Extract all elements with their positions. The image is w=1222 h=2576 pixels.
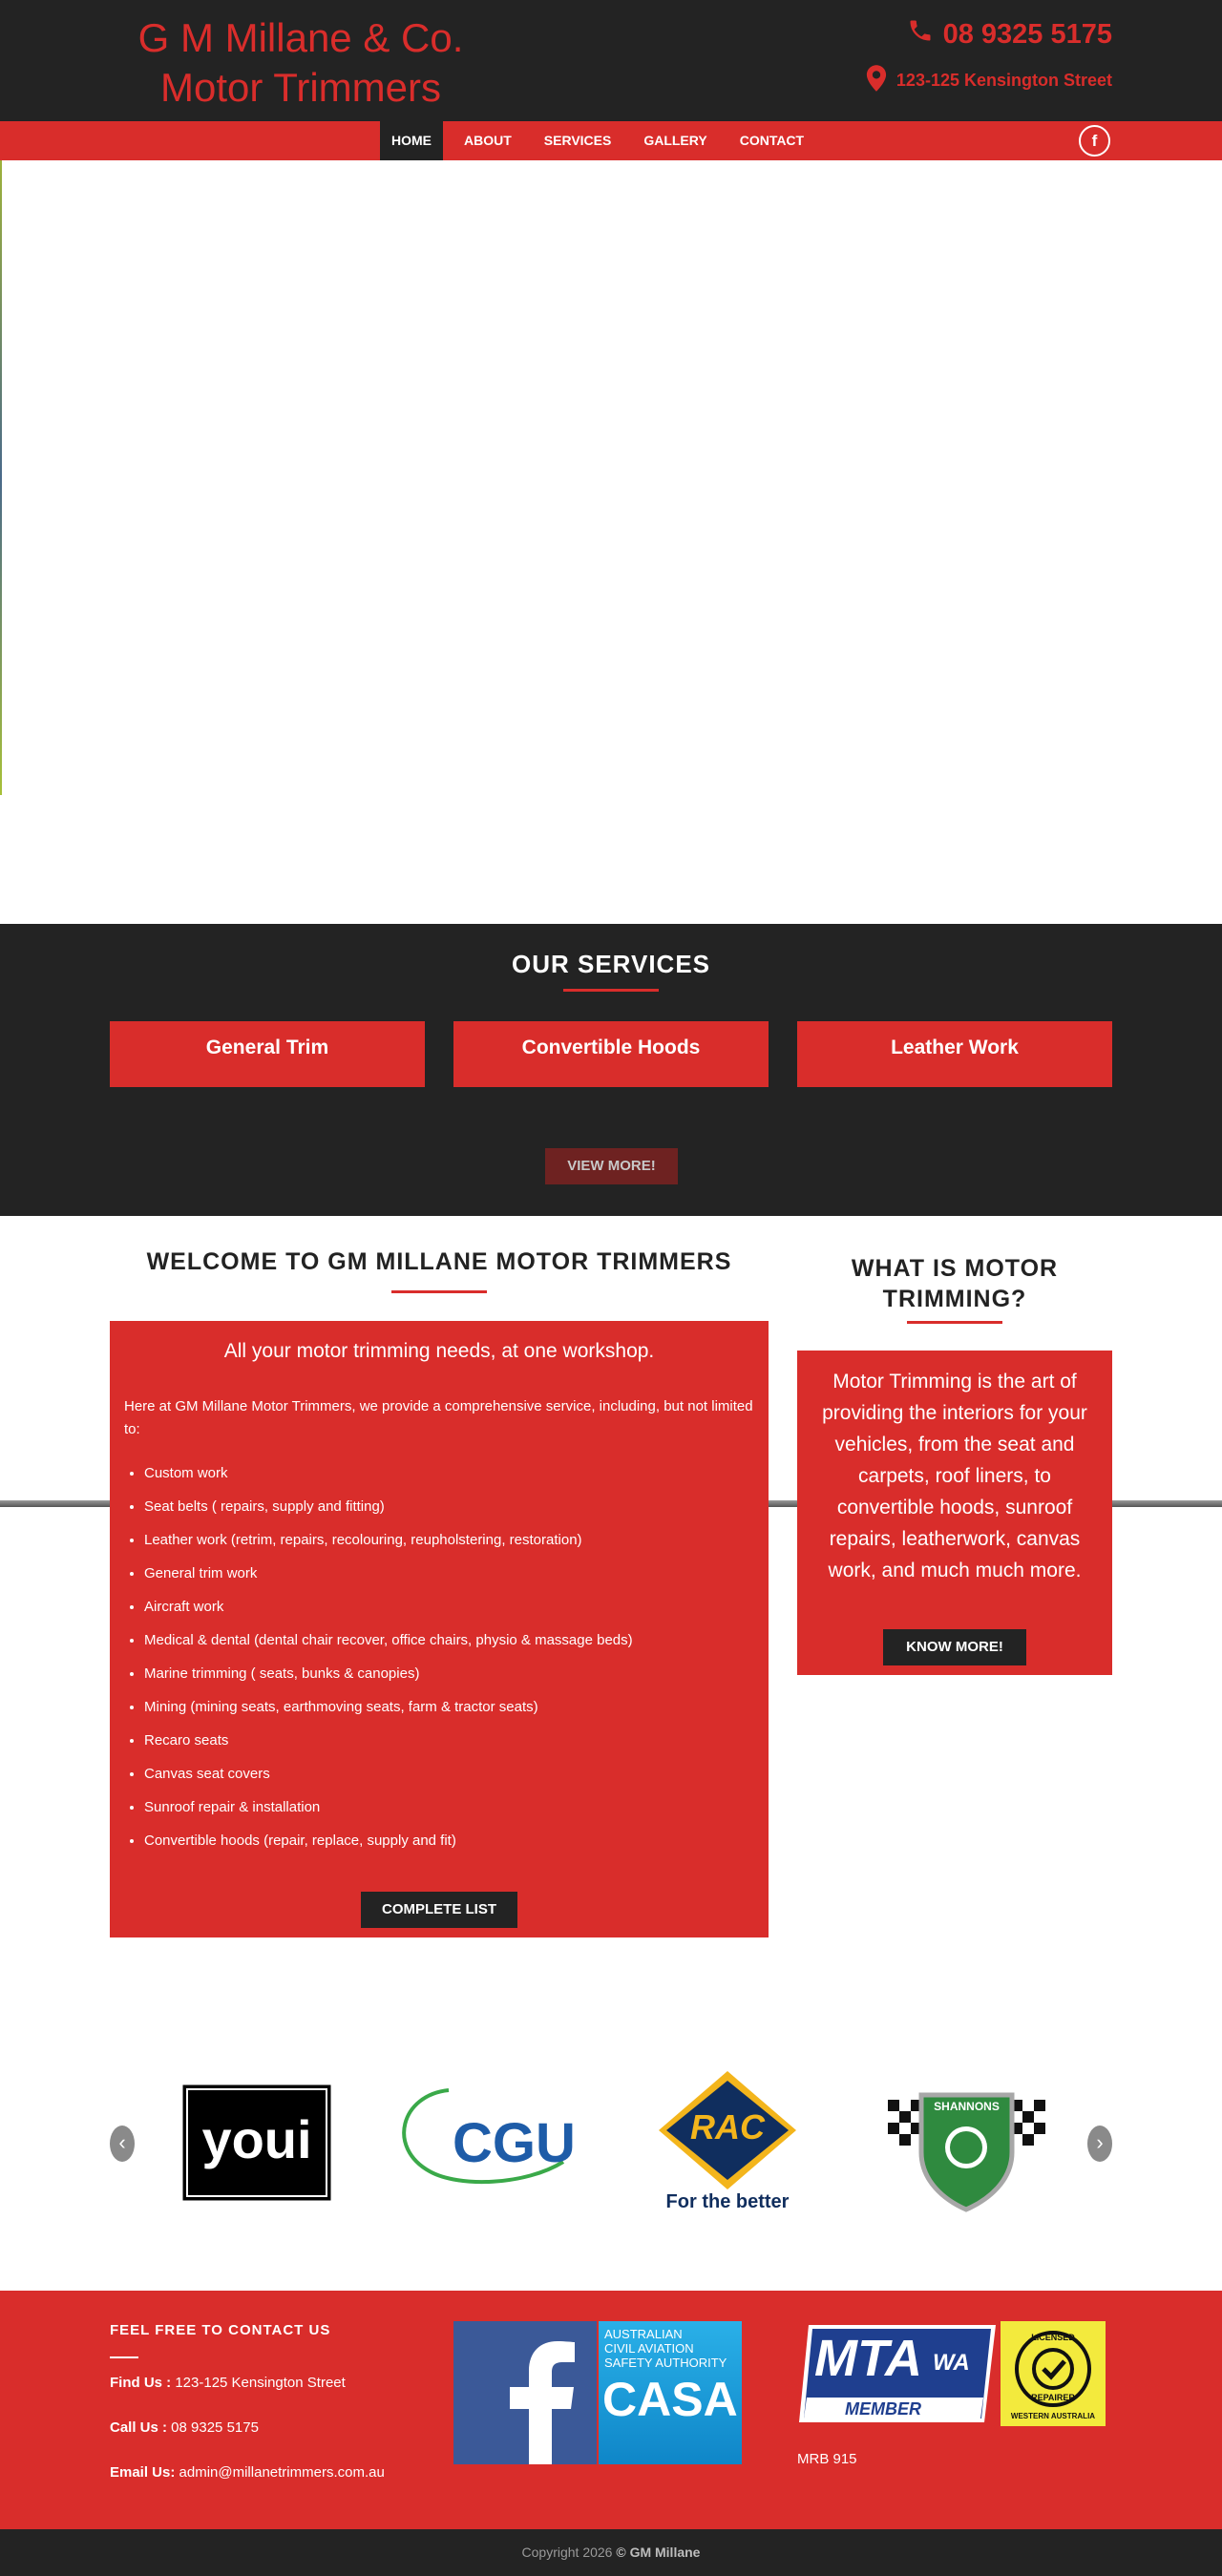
nav-item-services[interactable]: SERVICES	[543, 133, 612, 148]
footer-email-us[interactable]	[110, 2464, 385, 2481]
facebook-badge[interactable]	[453, 2321, 597, 2464]
youi-logo-text: youi	[201, 2109, 312, 2169]
list-item: • Mining (mining seats, earthmoving seats, farm & tractor seats)	[144, 1696, 755, 1729]
rac-tagline: For the better	[665, 2191, 790, 2212]
list-item: • Marine trimming ( seats, bunks & canopies)	[144, 1663, 755, 1696]
list-item: • General trim work	[144, 1562, 755, 1596]
footer-call-us[interactable]	[110, 2419, 259, 2436]
carousel-prev-button[interactable]: ‹	[110, 2126, 135, 2162]
footer-find-value: 123-125 Kensington Street	[171, 2375, 346, 2391]
what-is-title-underline	[907, 1321, 1002, 1324]
casa-line-1: AUSTRALIAN	[604, 2327, 683, 2341]
service-convertible-hoods[interactable]: Convertible Hoods	[453, 1021, 769, 1087]
shannons-logo[interactable]	[883, 2071, 1050, 2214]
service-general-trim[interactable]: General Trim	[110, 1021, 425, 1087]
list-item: • Custom work	[144, 1462, 755, 1496]
facebook-icon	[453, 2321, 597, 2464]
list-item: • Recaro seats	[144, 1729, 755, 1763]
nav-item-contact[interactable]: CONTACT	[739, 133, 805, 148]
list-item: • Medical & dental (dental chair recover, office chairs, physio & massage beds)	[144, 1629, 755, 1663]
mta-main-text: MTA	[814, 2330, 922, 2387]
header-phone[interactable]	[866, 17, 1112, 52]
hero-slider	[0, 160, 1222, 924]
nav-items	[380, 121, 825, 160]
youi-logo[interactable]	[182, 2071, 331, 2214]
divider-band-left	[0, 1500, 110, 1507]
list-item: • Convertible hoods (repair, replace, supply and fit)	[144, 1830, 755, 1863]
mta-logo[interactable]	[797, 2321, 998, 2426]
rac-logo[interactable]	[651, 2071, 804, 2214]
hero-image-edge	[0, 160, 2, 795]
cgu-logo-text: CGU	[453, 2112, 576, 2174]
casa-big-text: CASA	[602, 2373, 738, 2426]
copyright-text: Copyright 2026	[521, 2545, 613, 2560]
logo-line-2: Motor Trimmers	[160, 65, 441, 110]
licensed-repairer-badge[interactable]	[1001, 2321, 1106, 2426]
list-item: • Canvas seat covers	[144, 1763, 755, 1796]
welcome-box	[110, 1321, 769, 1937]
mta-wa-text: WA	[933, 2350, 970, 2376]
footer-call-label: Call Us :	[110, 2419, 168, 2436]
site-header	[0, 0, 1222, 121]
phone-icon	[907, 17, 934, 52]
licensed-bottom-text: REPAIRER	[1031, 2393, 1075, 2402]
divider-band-middle	[769, 1500, 797, 1507]
logo-line-1: G M Millane & Co.	[137, 15, 464, 60]
footer-email-label: Email Us:	[110, 2464, 176, 2481]
facebook-icon[interactable]: f	[1079, 125, 1110, 157]
what-is-title: WHAT IS MOTOR TRIMMING?	[851, 1255, 1059, 1312]
header-contact	[866, 17, 1112, 96]
carousel-next-button[interactable]: ›	[1087, 2126, 1112, 2162]
nav-item-home[interactable]: HOME	[380, 121, 443, 160]
header-address-text: 123-125 Kensington Street	[895, 71, 1112, 90]
map-pin-icon	[866, 65, 887, 96]
services-title-underline	[563, 989, 659, 992]
welcome-intro: Here at GM Millane Motor Trimmers, we provide a comprehensive service, including, but not limited to:	[124, 1398, 753, 1437]
view-more-button[interactable]: VIEW MORE!	[545, 1148, 678, 1184]
know-more-button[interactable]: KNOW MORE!	[883, 1629, 1026, 1665]
list-item: • Leather work (retrim, repairs, recolouring, reupholstering, restoration)	[144, 1529, 755, 1562]
licensed-state-text: WESTERN AUSTRALIA	[1010, 2412, 1096, 2420]
nav-item-gallery[interactable]: GALLERY	[643, 133, 707, 148]
footer-find-us	[110, 2375, 346, 2391]
service-leather-work[interactable]: Leather Work	[797, 1021, 1112, 1087]
list-item: • Sunroof repair & installation	[144, 1796, 755, 1830]
complete-list-button[interactable]: COMPLETE LIST	[361, 1892, 517, 1928]
footer-heading-underline	[110, 2356, 138, 2358]
nav-item-about[interactable]: ABOUT	[464, 133, 512, 148]
welcome-title: WELCOME TO GM MILLANE MOTOR TRIMMERS	[146, 1248, 732, 1275]
list-item: • Aircraft work	[144, 1596, 755, 1629]
footer-heading: FEEL FREE TO CONTACT US	[110, 2322, 331, 2338]
licensed-top-text: LICENSED	[1031, 2333, 1075, 2342]
welcome-title-underline	[391, 1290, 487, 1293]
mta-member-text: MEMBER	[845, 2399, 921, 2419]
welcome-lead: All your motor trimming needs, at one workshop.	[223, 1340, 655, 1362]
services-section	[0, 924, 1222, 1216]
footer-email-value: admin@millanetrimmers.com.au	[175, 2464, 385, 2481]
casa-line-3: SAFETY AUTHORITY	[604, 2356, 727, 2370]
cgu-logo[interactable]	[391, 2071, 598, 2214]
copyright-owner: © GM Millane	[616, 2545, 701, 2560]
mrb-number: MRB 915	[797, 2451, 857, 2467]
casa-logo[interactable]	[599, 2321, 742, 2464]
casa-line-2: CIVIL AVIATION	[604, 2341, 694, 2356]
services-list	[144, 1462, 755, 1863]
list-item: • Seat belts ( repairs, supply and fitting)	[144, 1496, 755, 1529]
site-logo[interactable]	[100, 13, 501, 113]
site-footer	[0, 2291, 1222, 2529]
footer-find-label: Find Us :	[110, 2375, 172, 2391]
copyright-bar	[0, 2529, 1222, 2576]
header-phone-text: 08 9325 5175	[942, 18, 1112, 50]
main-nav	[0, 121, 1222, 160]
rac-logo-text: RAC	[690, 2107, 765, 2147]
header-address	[866, 65, 1112, 96]
shannons-logo-text: SHANNONS	[934, 2100, 1000, 2113]
divider-band-right	[1112, 1500, 1222, 1507]
services-title: OUR SERVICES	[511, 950, 710, 978]
what-is-box	[797, 1351, 1112, 1675]
what-is-text: Motor Trimming is the art of providing the interiors for your vehicles, from the seat and carpets, roof liners, to convertible hoods, sunroof repairs, leatherwork, canvas work, and much much more.	[822, 1371, 1087, 1581]
footer-call-value: 08 9325 5175	[167, 2419, 259, 2436]
